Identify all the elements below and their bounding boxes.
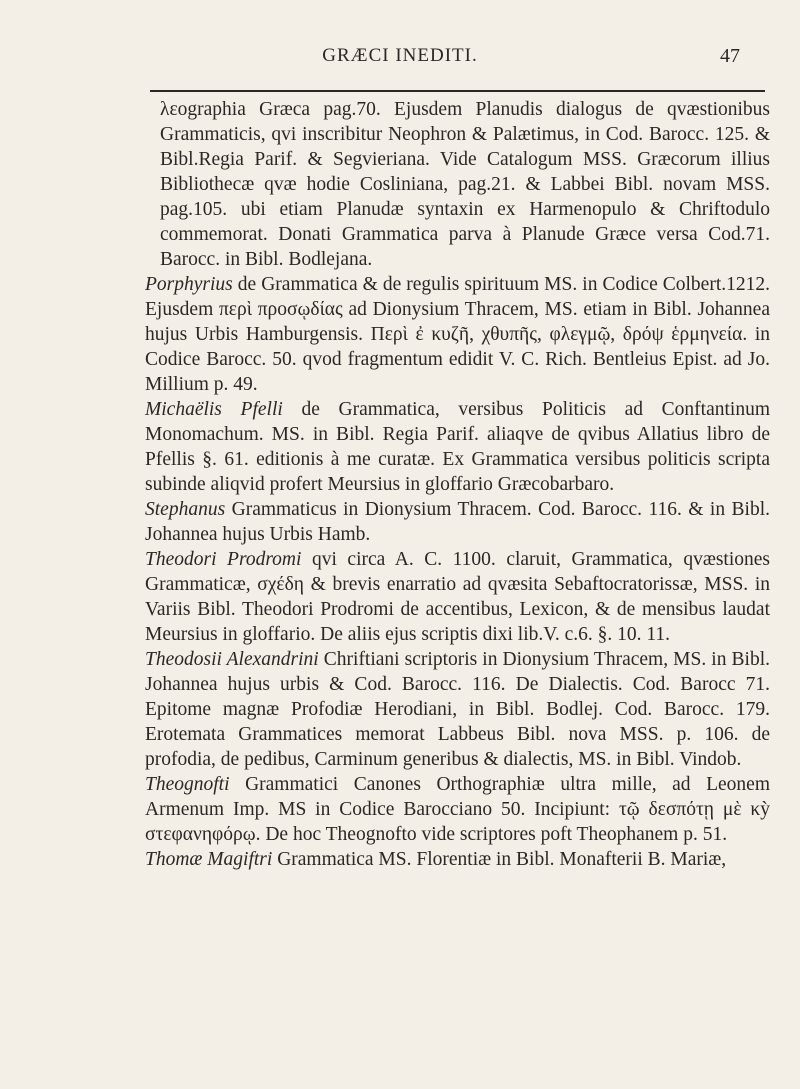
entry-lead: Theognofti <box>145 774 230 795</box>
entry-lead: Theodori Prodromi <box>145 549 302 570</box>
entry-lead: Porphyrius <box>145 274 233 295</box>
page-number: 47 <box>720 45 740 67</box>
entry-text: Grammaticus in Dionysium Thracem. Cod. Barocc. 116. & in Bibl. Johannea hujus Urbis Hamb. <box>145 499 770 545</box>
entry-lead: Theodosii Alexandrini <box>145 649 319 670</box>
entry-text: Grammatici Canones Orthographiæ ultra mille, ad Leonem Armenum Imp. MS in Codice Barocciano 50. Incipiunt: τῷ δεσπότῃ μὲ κỳ στεφανηφόρῳ. De hoc Theognofto vide scriptores poft Theophanem p. 51. <box>145 774 770 845</box>
entry-porphyrius <box>145 272 770 397</box>
entry-text: Grammatica MS. Florentiæ in Bibl. Monafterii B. Mariæ, <box>272 849 727 870</box>
entry-stephanus <box>145 497 770 547</box>
entry-lead: Thomæ Magiftri <box>145 849 273 870</box>
entry-text: Chriftiani scriptoris in Dionysium Thracem, MS. in Bibl. Johannea hujus urbis & Cod. Barocc. 116. De Dialectis. Cod. Barocc 71. Epitome magnæ Profodiæ Herodiani, in Bibl. Bodlej. Cod. Barocc. 179. Erotemata Grammatices memorat Labbeus Bibl. nova MSS. p. 106. de profodia, de pedibus, Carminum generibus & dialectis, MS. in Bibl. Vindob. <box>145 649 770 770</box>
entry-continuation <box>145 97 770 272</box>
running-head: GRÆCI INEDITI. <box>322 45 478 66</box>
page-header <box>0 45 800 75</box>
entry-thomas-magister <box>145 847 770 872</box>
entry-lead: Stephanus <box>145 499 226 520</box>
entry-text: λεographia Græca pag.70. Ejusdem Planudis dialogus de qvæstionibus Grammaticis, qvi inscribitur Neophron & Palætimus, in Cod. Barocc. 125. & Bibl.Regia Parif. & Segvieriana. Vide Catalogum MSS. Græcorum illius Bibliothecæ qvæ hodie Cosliniana, pag.21. & Labbei Bibl. novam MSS. pag.105. ubi etiam Planudæ syntaxin ex Harmenopulo & Chriftodulo commemorat. Donati Grammatica parva à Planude Græce versa Cod.71. Barocc. in Bibl. Bodlejana. <box>160 99 770 270</box>
entry-text: de Grammatica & de regulis spirituum MS. in Codice Colbert.1212. Ejusdem περὶ προσῳδίας ad Dionysium Thracem, MS. etiam in Bibl. Johannea hujus Urbis Hamburgensis. Περὶ ἐ κυζῆ, χθυπῆς, φλεγμῷ, δρόψ ἑρμηνεία. in Codice Barocc. 50. qvod fragmentum edidit V. C. Rich. Bentleius Epist. ad Jo. Millium p. 49. <box>145 274 770 395</box>
entry-theognostus <box>145 772 770 847</box>
entry-prodromus <box>145 547 770 647</box>
entry-text: qvi circa A. C. 1100. claruit, Grammatica, qvæstiones Grammaticæ, σχέδη & brevis enarratio ad qvæsita Sebaftocratorissæ, MSS. in Variis Bibl. Theodori Prodromi de accentibus, Lexicon, & de mensibus laudat Meursius in gloffario. De aliis ejus scriptis dixi lib.V. c.6. §. 10. 11. <box>145 549 770 645</box>
entry-theodosius <box>145 647 770 772</box>
header-rule <box>150 90 765 92</box>
entry-lead: Michaëlis Pfelli <box>145 399 283 420</box>
entry-psellus <box>145 397 770 497</box>
text-body <box>145 97 770 872</box>
entry-text: de Grammatica, versibus Politicis ad Conftantinum Monomachum. MS. in Bibl. Regia Parif. aliaqve de qvibus Allatius libro de Pfellis §. 61. editionis à me curatæ. Ex Grammatica versibus politicis scripta subinde aliqvid profert Meursius in gloffario Græcobarbaro. <box>145 399 770 495</box>
